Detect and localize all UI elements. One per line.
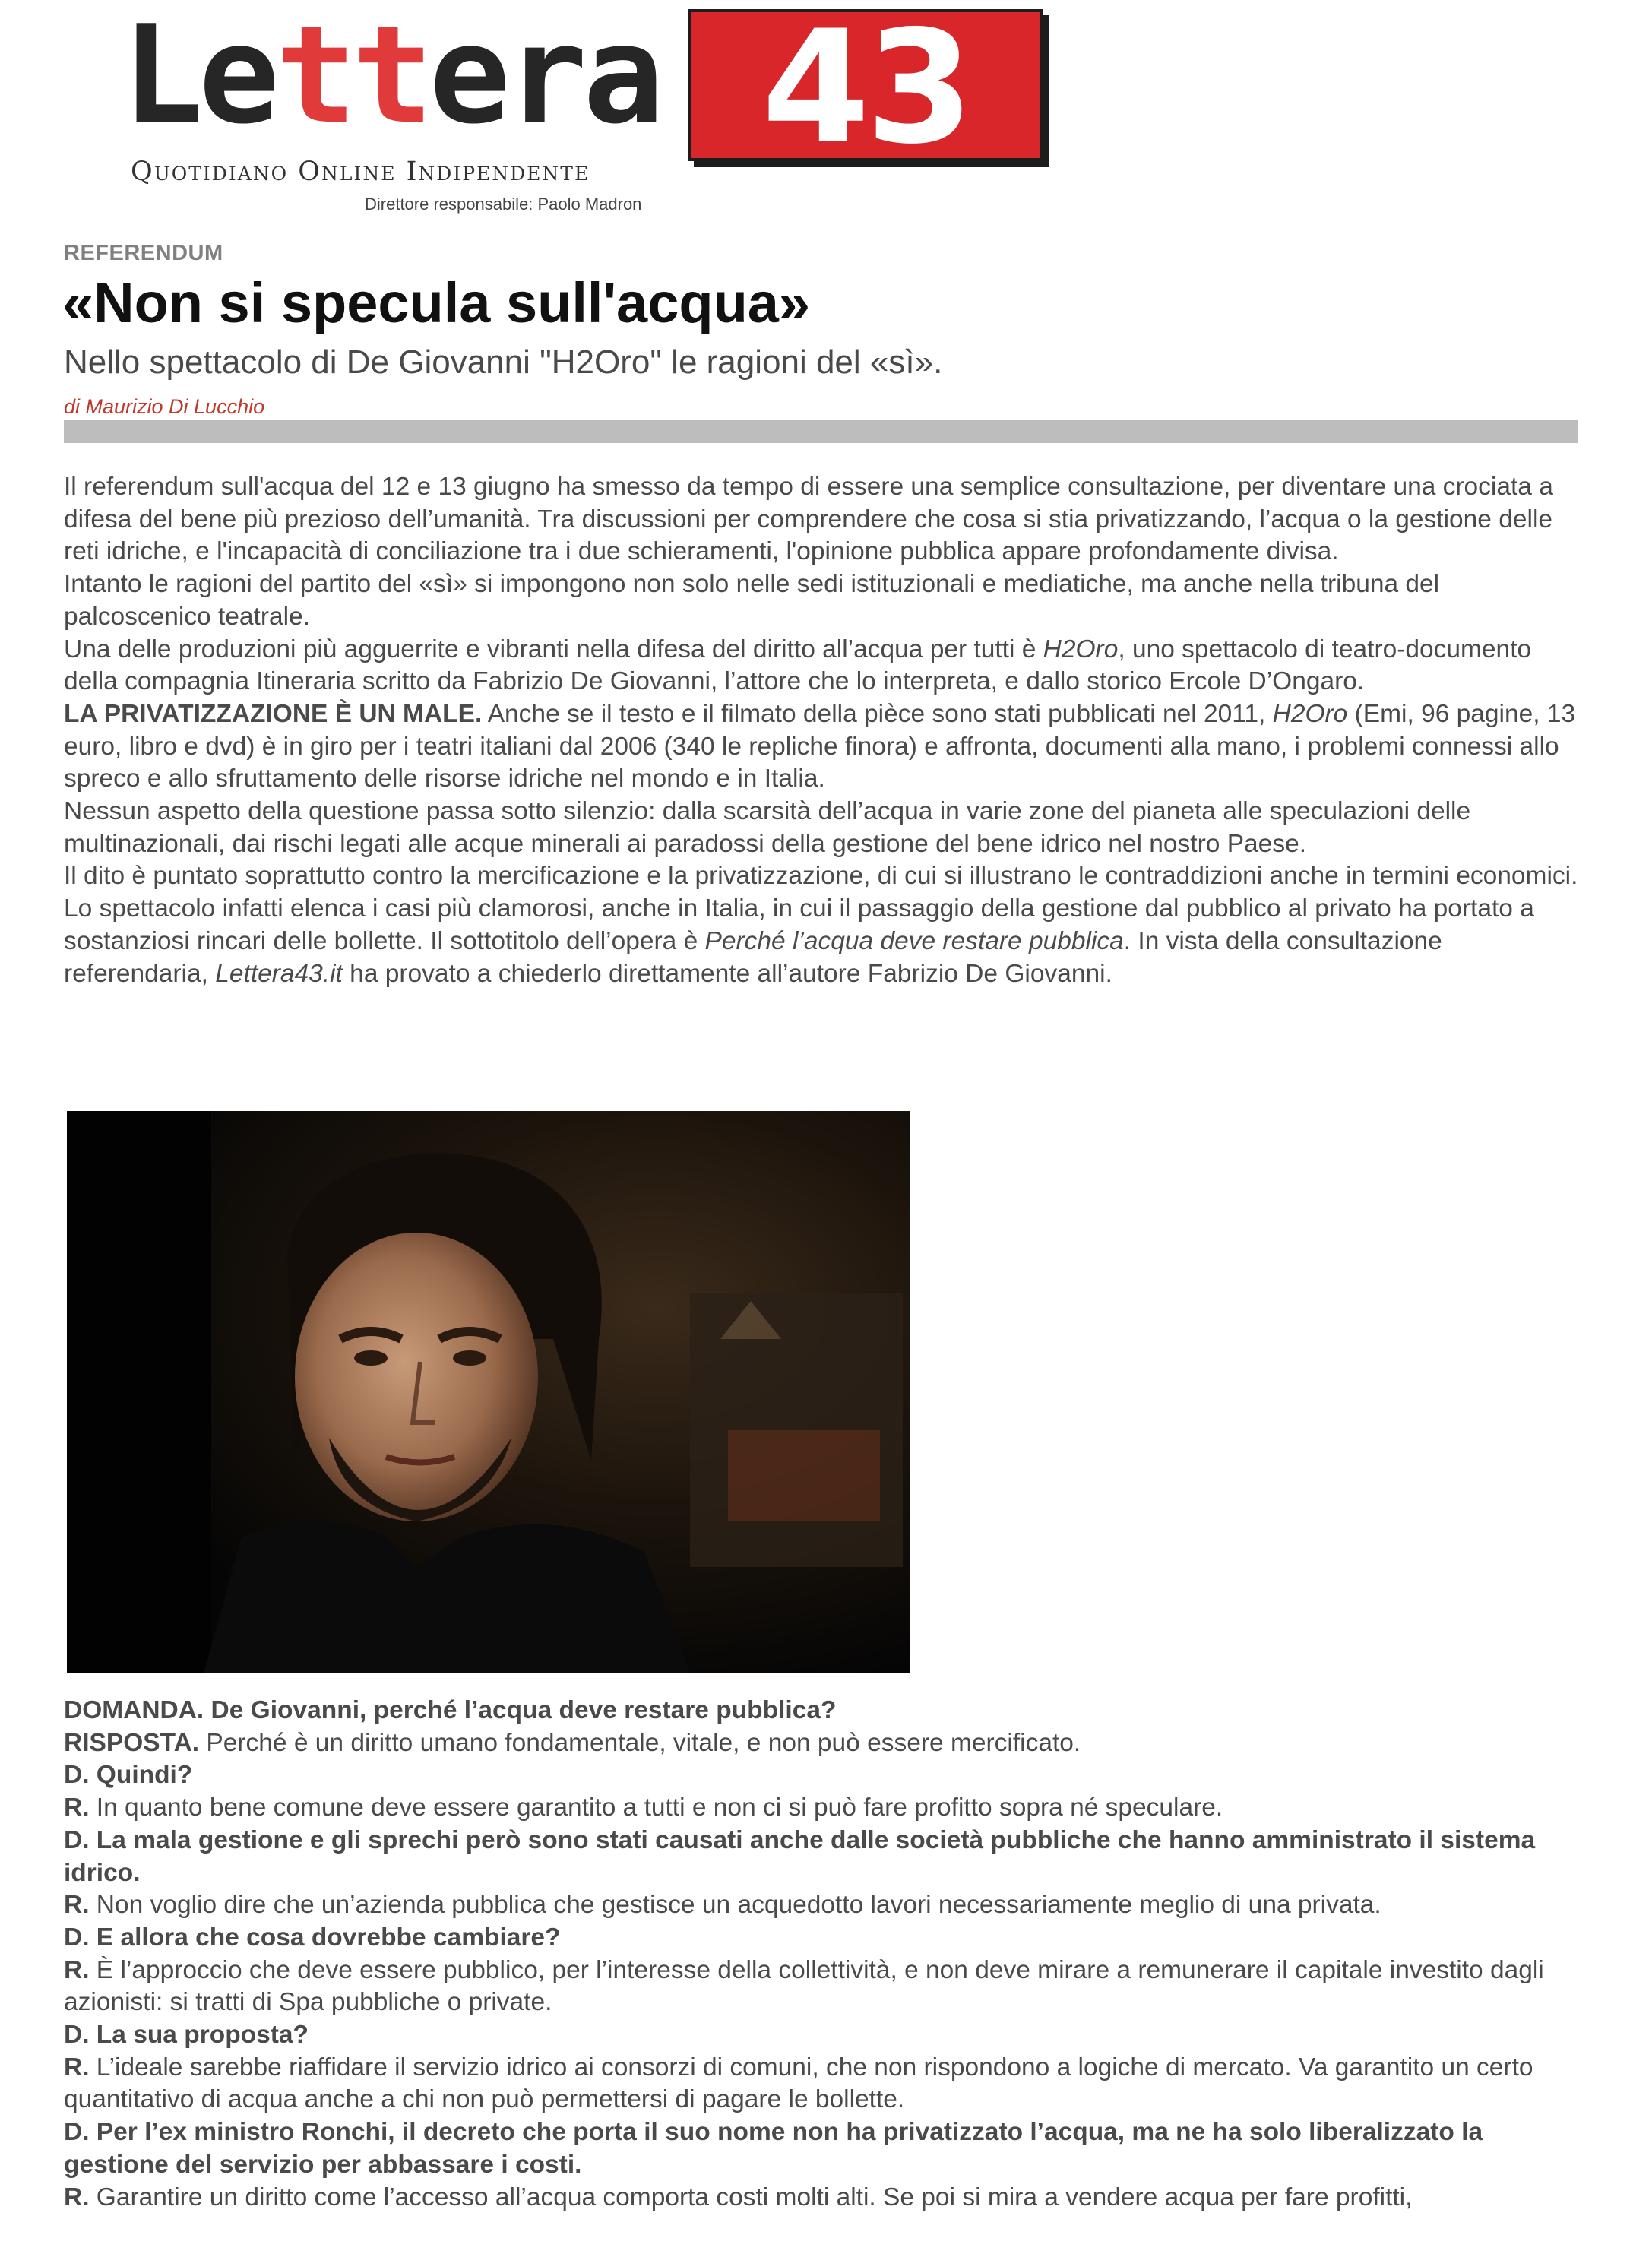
interview-answer: R. L’ideale sarebbe riaffidare il servizio idrico ai consorzi di comuni, che non rispondono a logiche di mercato. Va garantito un certo quantitativo di acqua anche a chi non può permettersi di pagare le bollette. [64, 2053, 1533, 2114]
logo-wordmark: Lettera [122, 0, 660, 154]
interview-question: DOMANDA. De Giovanni, perché l’acqua deve restare pubblica? [64, 1696, 837, 1724]
section-label[interactable]: REFERENDUM [64, 241, 223, 265]
body-paragraph: Il referendum sull'acqua del 12 e 13 giugno ha smesso da tempo di essere una semplice consultazione, per diventare una crociata a difesa del bene più prezioso dell’umanità. Tra discussioni per comprendere che cosa si stia privatizzando, l’acqua o la gestione delle reti idriche, e l'incapacità di conciliazione tra i due schieramenti, l'opinione pubblica appare profondamente divisa. [64, 473, 1553, 566]
article-title: «Non si specula sull'acqua» [62, 271, 811, 334]
interview-question: D. E allora che cosa dovrebbe cambiare? [64, 1923, 561, 1952]
article-photo [67, 1111, 910, 1673]
body-paragraph: LA PRIVATIZZAZIONE È UN MALE. Anche se il testo e il filmato della pièce sono stati pubblicati nel 2011, H2Oro (Emi, 96 pagine, 13 euro, libro e dvd) è in giro per i teatri italiani dal 2006 (340 le repliche finora) e affronta, documenti alla mano, i problemi connessi allo spreco e allo sfruttamento delle risorse idriche nel mondo e in Italia. [64, 699, 1576, 793]
masthead-logo[interactable] [122, 0, 970, 214]
interview-question: D. La mala gestione e gli sprechi però sono stati causati anche dalle società pubbliche che hanno amministrato il sistema idrico. [64, 1825, 1536, 1887]
body-paragraph: Intanto le ragioni del partito del «sì» si impongono non solo nelle sedi istituzionali e mediatiche, ma anche nella tribuna del palcoscenico teatrale. [64, 570, 1440, 631]
paragraph-lead: LA PRIVATIZZAZIONE È UN MALE. [64, 699, 483, 728]
interview-answer: R. In quanto bene comune deve essere garantito a tutti e non ci si può fare profitto sopra né speculare. [64, 1793, 1223, 1822]
body-paragraph: Una delle produzioni più agguerrite e vibranti nella difesa del diritto all’acqua per tutti è H2Oro, uno spettacolo di teatro-documento della compagnia Itineraria scritto da Fabrizio De Giovanni, l’attore che lo interpreta, e dallo storico Ercole D’Ongaro. [64, 635, 1532, 696]
body-paragraph: Il dito è puntato soprattutto contro la mercificazione e la privatizzazione, di cui si illustrano le contraddizioni anche in termini economici. Lo spettacolo infatti elenca i casi più clamorosi, anche in Italia, in cui il passaggio della gestione dal pubblico al privato ha portato a sostanziosi rincari delle bollette. Il sottotitolo dell’opera è Perché l’acqua deve restare pubblica. In vista della consultazione referendaria, Lettera43.it ha provato a chiederlo direttamente all’autore Fabrizio De Giovanni. [64, 862, 1578, 988]
logo-tagline: Quotidiano Online Indipendente [131, 157, 590, 187]
body-paragraph: Nessun aspetto della questione passa sotto silenzio: dalla scarsità dell’acqua in varie zone del pianeta alle speculazioni delle multinazionali, dai rischi legati alle acque minerali ai paradossi della gestione del bene idrico nel nostro Paese. [64, 797, 1471, 858]
interview-answer: R. Non voglio dire che un’azienda pubblica che gestisce un acquedotto lavori necessariamente meglio di una privata. [64, 1891, 1381, 1920]
article-body [64, 471, 1584, 990]
logo-director: Direttore responsabile: Paolo Madron [365, 195, 642, 214]
interview-answer: RISPOSTA. Perché è un diritto umano fondamentale, vitale, e non può essere mercificato. [64, 1728, 1081, 1757]
interview-answer: R. È l’approccio che deve essere pubblico, per l’interesse della collettività, e non deve mirare a remunerare il capitale investito dagli azionisti: si tratti di Spa pubbliche o private. [64, 1955, 1544, 2017]
interview-question: D. Per l’ex ministro Ronchi, il decreto che porta il suo nome non ha privatizzato l’acqua, ma ne ha solo liberalizzato la gestione del servizio per abbassare i costi. [64, 2118, 1483, 2179]
interview-question: D. La sua proposta? [64, 2021, 309, 2050]
article-subtitle: Nello spettacolo di De Giovanni "H2Oro" le ragioni del «sì». [64, 343, 943, 381]
header-divider [64, 420, 1578, 443]
article-byline[interactable]: di Maurizio Di Lucchio [64, 395, 265, 418]
interview-section [64, 1695, 1584, 2214]
interview-question: D. Quindi? [64, 1761, 193, 1790]
logo-number-badge: 43 [688, 9, 1043, 161]
interview-answer: R. Garantire un diritto come l’accesso all’acqua comporta costi molti alti. Se poi si mira a vendere acqua per fare profitti, [64, 2183, 1413, 2211]
